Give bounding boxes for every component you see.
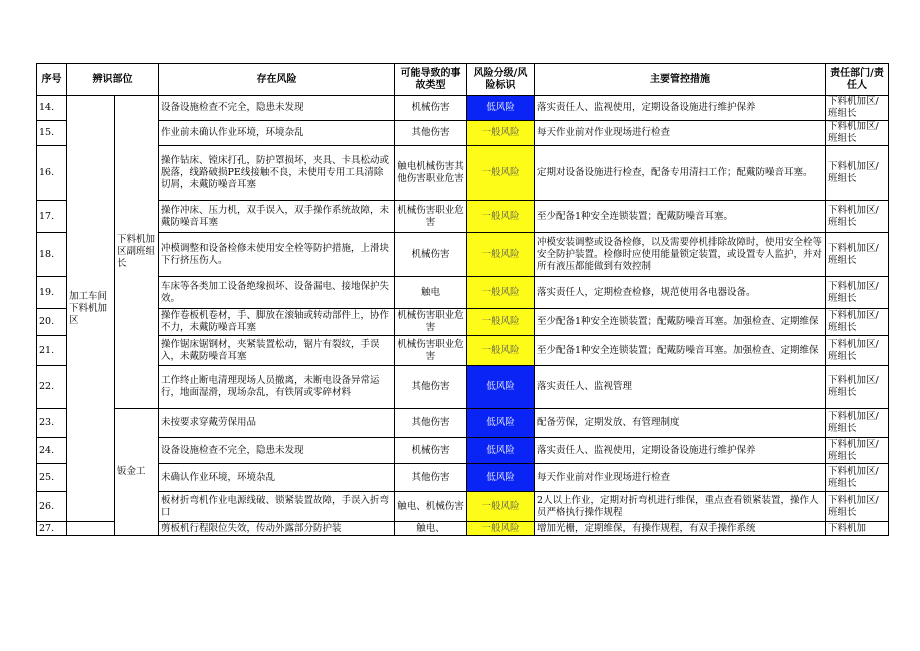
row-owner: 下料机加区/班组长 bbox=[826, 277, 889, 309]
row-owner: 下料机加区/班组长 bbox=[826, 464, 889, 492]
row-seq: 17. bbox=[37, 201, 67, 233]
row-seq: 19. bbox=[37, 277, 67, 309]
row-measures: 落实责任人、监视使用，定期设备设施进行维护保养 bbox=[535, 96, 826, 121]
row-measures: 落实责任人、监视使用，定期设备设施进行维护保养 bbox=[535, 438, 826, 464]
row-level-low: 低风险 bbox=[467, 96, 535, 121]
row-level-mid: 一般风险 bbox=[467, 522, 535, 536]
row-seq: 26. bbox=[37, 492, 67, 522]
row-accident: 机械伤害 bbox=[395, 438, 467, 464]
row-level-low: 低风险 bbox=[467, 409, 535, 438]
row-measures: 定期对设备设施进行检查，配备专用清扫工作；配戴防噪音耳塞。 bbox=[535, 146, 826, 201]
row-accident: 其他伤害 bbox=[395, 121, 467, 146]
row-measures: 至少配备1种安全连锁装置；配戴防噪音耳塞。加强检查、定期维保 bbox=[535, 309, 826, 336]
row-level-mid: 一般风险 bbox=[467, 492, 535, 522]
row-risk: 未确认作业环境，环境杂乱 bbox=[159, 464, 395, 492]
row-level-low: 低风险 bbox=[467, 366, 535, 409]
row-level-mid: 一般风险 bbox=[467, 146, 535, 201]
row-accident: 触电 bbox=[395, 277, 467, 309]
row-seq: 23. bbox=[37, 409, 67, 438]
row-level-mid: 一般风险 bbox=[467, 277, 535, 309]
table-row bbox=[37, 309, 889, 336]
row-measures: 至少配备1种安全连锁装置；配戴防噪音耳塞。 bbox=[535, 201, 826, 233]
row-measures: 落实责任人，定期检查检修，规范使用各电器设备。 bbox=[535, 277, 826, 309]
dept-workshop: 加工车间下料机加区 bbox=[67, 96, 115, 522]
risk-table bbox=[36, 63, 889, 536]
dept-empty bbox=[67, 522, 115, 536]
table-row bbox=[37, 121, 889, 146]
table-row bbox=[37, 409, 889, 438]
row-measures: 落实责任人、监视管理 bbox=[535, 366, 826, 409]
row-seq: 25. bbox=[37, 464, 67, 492]
table-row bbox=[37, 464, 889, 492]
dept-sub1: 下料机加区副班组长 bbox=[115, 96, 159, 409]
row-level-mid: 一般风险 bbox=[467, 233, 535, 277]
row-accident: 机械伤害 bbox=[395, 233, 467, 277]
row-risk: 剪板机行程限位失效，传动外露部分防护装 bbox=[159, 522, 395, 536]
table-row bbox=[37, 492, 889, 522]
row-accident: 机械伤害职业危害 bbox=[395, 336, 467, 366]
row-risk: 工作终止断电清理现场人员撤离，未断电设备异常运行，地面湿滑，现场杂乱，有铁屑或零碎材料 bbox=[159, 366, 395, 409]
header-row bbox=[37, 64, 889, 96]
row-risk: 冲模调整和设备检修未使用安全栓等防护措施，上滑块下行挤压伤人。 bbox=[159, 233, 395, 277]
table-row bbox=[37, 146, 889, 201]
row-level-mid: 一般风险 bbox=[467, 336, 535, 366]
row-seq: 16. bbox=[37, 146, 67, 201]
row-level-mid: 一般风险 bbox=[467, 309, 535, 336]
row-risk: 板材折弯机作业电源线破、锁紧装置故障，手误入折弯口 bbox=[159, 492, 395, 522]
row-seq: 24. bbox=[37, 438, 67, 464]
row-measures: 每天作业前对作业现场进行检查 bbox=[535, 464, 826, 492]
row-measures: 至少配备1种安全连锁装置；配戴防噪音耳塞。加强检查、定期维保 bbox=[535, 336, 826, 366]
row-measures: 2人以上作业，定期对折弯机进行维保，重点查看锁紧装置，操作人员严格执行操作规程 bbox=[535, 492, 826, 522]
header-seq: 序号 bbox=[37, 64, 67, 96]
header-accident: 可能导致的事故类型 bbox=[395, 64, 467, 96]
table-row bbox=[37, 96, 889, 121]
row-measures: 增加光栅，定期维保，有操作规程，有双手操作系统 bbox=[535, 522, 826, 536]
row-measures: 冲模安装调整或设备检修，以及需要停机排除故障时，使用安全栓等安全防护装置。检修时应使用能量锁定装置，或设置专人监护，并对所有液压都能做到有效控制 bbox=[535, 233, 826, 277]
row-accident: 触电、机械伤害 bbox=[395, 492, 467, 522]
row-accident: 机械伤害 bbox=[395, 96, 467, 121]
header-dept: 辨识部位 bbox=[67, 64, 159, 96]
row-accident: 机械伤害职业危害 bbox=[395, 201, 467, 233]
row-risk: 操作锯床锯钢材，夹紧装置松动，锯片有裂纹，手误入，未戴防噪音耳塞 bbox=[159, 336, 395, 366]
table-row bbox=[37, 233, 889, 277]
row-seq: 27. bbox=[37, 522, 67, 536]
row-owner: 下料机加区/班组长 bbox=[826, 233, 889, 277]
row-risk: 设备设施检查不完全，隐患未发现 bbox=[159, 438, 395, 464]
row-risk: 操作钻床、镗床打孔，防护罩损坏，夹具、卡具松动或脱落，线路破损PE线接触不良，未使用专用工具清除切屑，未戴防噪音耳塞 bbox=[159, 146, 395, 201]
row-owner: 下料机加区/班组长 bbox=[826, 309, 889, 336]
row-risk: 操作冲床、压力机，双手误入，双手操作系统故障，未戴防噪音耳塞 bbox=[159, 201, 395, 233]
dept-sub2: 钣金工 bbox=[115, 409, 159, 536]
row-level-mid: 一般风险 bbox=[467, 121, 535, 146]
header-measures: 主要管控措施 bbox=[535, 64, 826, 96]
row-owner: 下料机加区/班组长 bbox=[826, 121, 889, 146]
row-accident: 其他伤害 bbox=[395, 409, 467, 438]
row-owner: 下料机加区/班组长 bbox=[826, 438, 889, 464]
row-level-low: 低风险 bbox=[467, 464, 535, 492]
row-owner: 下料机加区/班组长 bbox=[826, 96, 889, 121]
row-measures: 每天作业前对作业现场进行检查 bbox=[535, 121, 826, 146]
row-risk: 操作卷板机卷材，手、脚放在滚轴或转动部件上，协作不力，未戴防噪音耳塞 bbox=[159, 309, 395, 336]
header-level: 风险分级/风险标识 bbox=[467, 64, 535, 96]
row-seq: 14. bbox=[37, 96, 67, 121]
table-row bbox=[37, 277, 889, 309]
row-risk: 设备设施检查不完全，隐患未发现 bbox=[159, 96, 395, 121]
row-accident: 触电机械伤害其他伤害职业危害 bbox=[395, 146, 467, 201]
row-owner: 下料机加区/班组长 bbox=[826, 201, 889, 233]
header-owner: 责任部门/责任人 bbox=[826, 64, 889, 96]
row-owner: 下料机加区/班组长 bbox=[826, 336, 889, 366]
row-level-low: 低风险 bbox=[467, 438, 535, 464]
row-seq: 15. bbox=[37, 121, 67, 146]
row-owner: 下料机加区/班组长 bbox=[826, 492, 889, 522]
table-row bbox=[37, 438, 889, 464]
row-risk: 作业前未确认作业环境，环境杂乱 bbox=[159, 121, 395, 146]
row-level-mid: 一般风险 bbox=[467, 201, 535, 233]
row-accident: 机械伤害职业危害 bbox=[395, 309, 467, 336]
row-owner: 下料机加 bbox=[826, 522, 889, 536]
table-row bbox=[37, 366, 889, 409]
row-seq: 22. bbox=[37, 366, 67, 409]
table-row bbox=[37, 522, 889, 536]
row-seq: 20. bbox=[37, 309, 67, 336]
row-owner: 下料机加区/班组长 bbox=[826, 146, 889, 201]
table-row bbox=[37, 201, 889, 233]
row-owner: 下料机加区/班组长 bbox=[826, 409, 889, 438]
row-accident: 触电、 bbox=[395, 522, 467, 536]
table-row bbox=[37, 336, 889, 366]
row-accident: 其他伤害 bbox=[395, 366, 467, 409]
row-risk: 未按要求穿戴劳保用品 bbox=[159, 409, 395, 438]
row-accident: 其他伤害 bbox=[395, 464, 467, 492]
row-risk: 车床等各类加工设备绝缘损坏、设备漏电、接地保护失效。 bbox=[159, 277, 395, 309]
row-owner: 下料机加区/班组长 bbox=[826, 366, 889, 409]
row-measures: 配备劳保，定期发放、有管理制度 bbox=[535, 409, 826, 438]
row-seq: 18. bbox=[37, 233, 67, 277]
row-seq: 21. bbox=[37, 336, 67, 366]
header-risk: 存在风险 bbox=[159, 64, 395, 96]
